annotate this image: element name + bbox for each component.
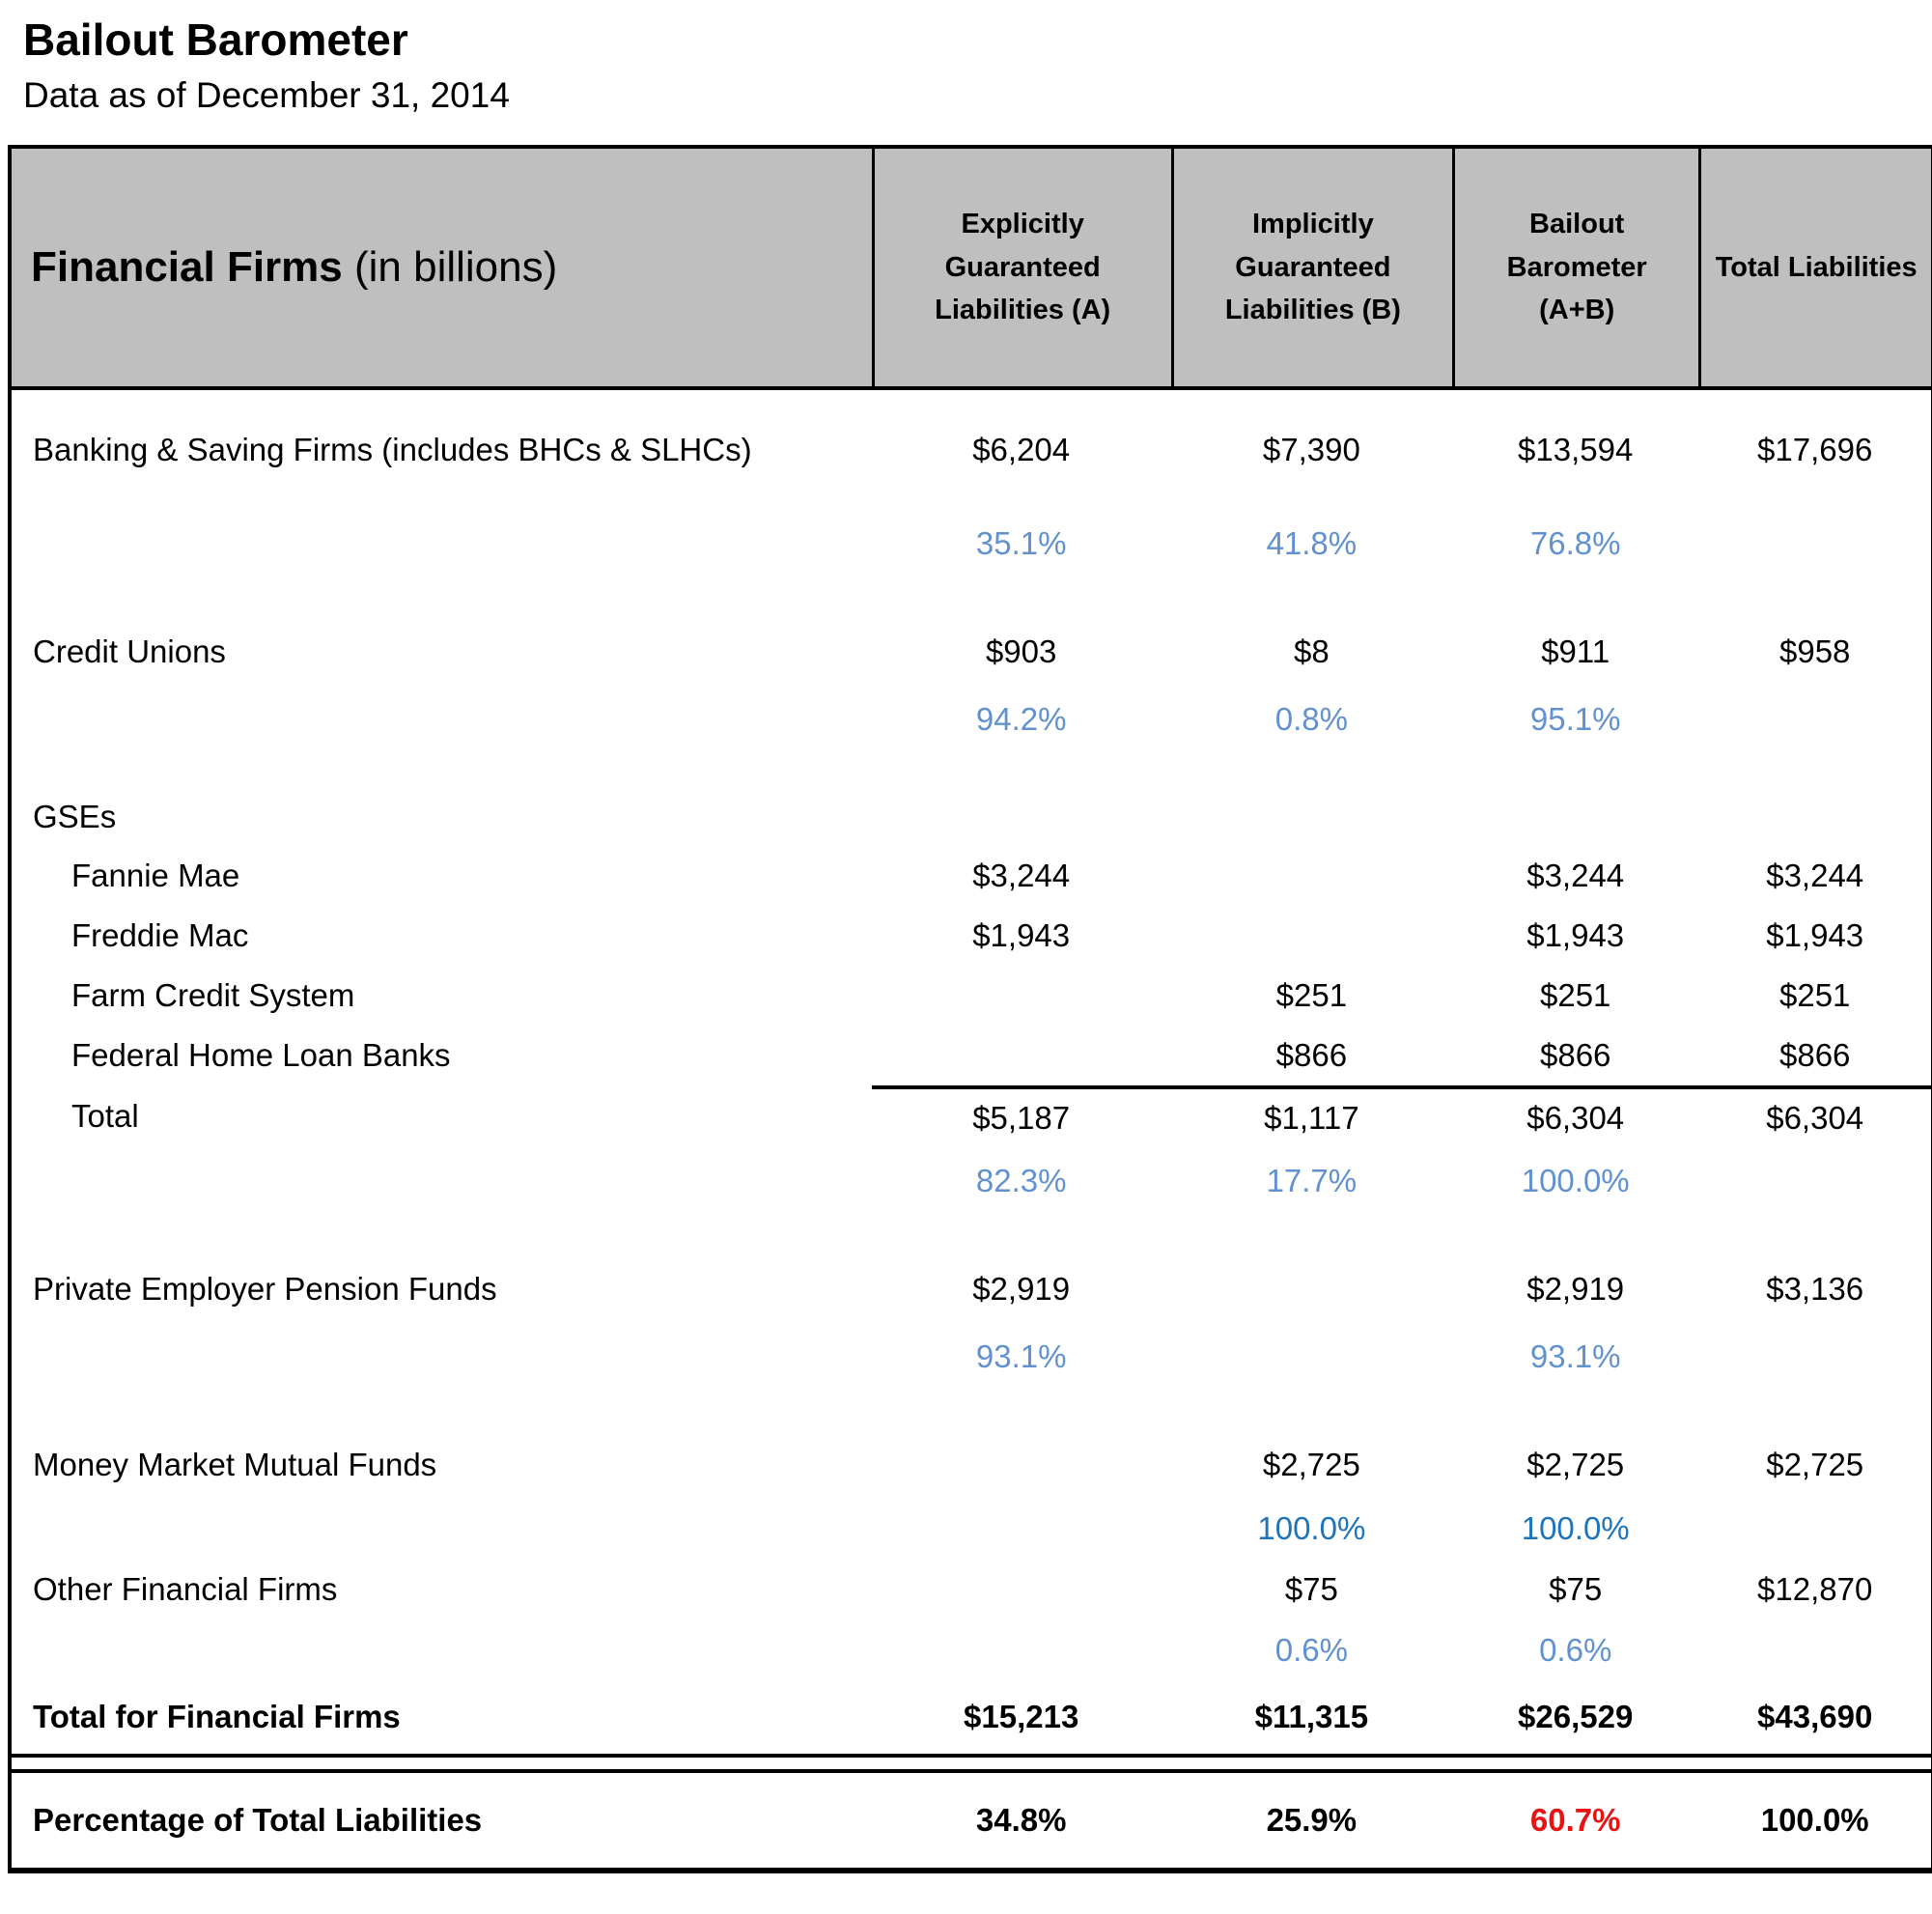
row-label: Percentage of Total Liabilities: [33, 1802, 483, 1838]
cell-total-percent: [1698, 1620, 1931, 1680]
cell-implicit: $75: [1284, 1571, 1338, 1607]
cell-total-percent: [1698, 510, 1931, 577]
row-label: Federal Home Loan Banks: [71, 1037, 451, 1073]
cell-total: $1,943: [1766, 917, 1864, 953]
cell-implicit-percent: 100.0%: [1257, 1510, 1366, 1546]
cell-total: $2,725: [1766, 1447, 1864, 1482]
row-label: Other Financial Firms: [33, 1571, 338, 1607]
cell-total: $6,304: [1698, 1085, 1931, 1147]
table-row-federal-home-loan-banks: [12, 1026, 1931, 1085]
row-label: Farm Credit System: [71, 977, 355, 1013]
row-label: Money Market Mutual Funds: [33, 1447, 437, 1482]
cell-implicit-percent: 41.8%: [1266, 525, 1358, 561]
row-spacer: [12, 577, 1931, 618]
cell-barometer-percent: 95.1%: [1529, 701, 1621, 737]
cell-explicit-percent: 94.2%: [975, 701, 1067, 737]
cell-barometer: $75: [1549, 1571, 1603, 1607]
header-financial-firms-label: Financial Firms: [31, 242, 343, 291]
cell-explicit: $903: [985, 633, 1057, 669]
row-spacer: [12, 753, 1931, 788]
table-row-pension-funds-percent: [12, 1323, 1931, 1391]
cell-explicit: [872, 966, 1171, 1026]
cell-total-percent: [1698, 1147, 1931, 1215]
cell-barometer: [1452, 788, 1698, 846]
table-row-other-financial-firms: [12, 1559, 1931, 1620]
cell-implicit: 25.9%: [1266, 1802, 1358, 1838]
row-label-text: Banking & Saving Firms (includes BHCs & SLHCs): [33, 431, 752, 467]
cell-implicit: $1,117: [1171, 1085, 1452, 1147]
table-row-percentage-total-liabilities: [12, 1773, 1931, 1868]
row-label: Freddie Mac: [71, 917, 249, 953]
cell-implicit: $251: [1275, 977, 1348, 1013]
page-subtitle: Data as of December 31, 2014: [23, 75, 510, 115]
cell-total: $43,690: [1757, 1699, 1873, 1734]
double-rule-divider: [12, 1754, 1931, 1773]
table-row-farm-credit-system: [12, 966, 1931, 1026]
table-row-gse-total: [12, 1085, 1931, 1147]
page-title: Bailout Barometer: [23, 14, 408, 65]
cell-implicit: $866: [1275, 1037, 1348, 1073]
table-row-money-market-funds: [12, 1431, 1931, 1499]
cell-barometer: $26,529: [1518, 1699, 1634, 1734]
header-cell-barometer: Bailout Barometer (A+B): [1452, 149, 1698, 386]
row-spacer: [12, 1215, 1931, 1255]
cell-explicit: [872, 1026, 1171, 1085]
table-row-banking-percent: [12, 510, 1931, 577]
row-label: [12, 1323, 872, 1391]
table-row-total-financial-firms: [12, 1680, 1931, 1754]
cell-barometer: $2,919: [1526, 1271, 1625, 1307]
row-label: GSEs: [33, 799, 117, 834]
header-cell-financial-firms: [12, 149, 872, 386]
cell-explicit: $6,204: [972, 432, 1071, 467]
row-label: Total for Financial Firms: [33, 1699, 401, 1734]
table-row-gse-total-percent: [12, 1147, 1931, 1215]
cell-implicit: $8: [1293, 633, 1330, 669]
cell-total-percent: [1698, 1499, 1931, 1559]
cell-total: $958: [1778, 633, 1851, 669]
cell-implicit: $2,725: [1262, 1447, 1360, 1482]
row-label: [12, 686, 872, 753]
cell-implicit: $7,390: [1262, 432, 1360, 467]
cell-explicit: $2,919: [972, 1271, 1071, 1307]
row-label: Private Employer Pension Funds: [33, 1271, 497, 1307]
cell-total: $3,244: [1766, 858, 1864, 893]
cell-barometer: $911: [1541, 633, 1610, 669]
table-row-gses-group: [12, 788, 1931, 846]
table-header-row: [12, 149, 1931, 390]
cell-explicit-percent: [872, 1499, 1171, 1559]
cell-total-percent: [1698, 1323, 1931, 1391]
row-label: [12, 1147, 872, 1215]
cell-implicit-percent: 17.7%: [1266, 1163, 1358, 1198]
header-cell-implicit: Implicitly Guaranteed Liabilities (B): [1171, 149, 1452, 386]
cell-explicit: $1,943: [972, 917, 1071, 953]
row-label: Credit Unions: [33, 633, 226, 669]
cell-implicit-percent: 0.6%: [1274, 1632, 1348, 1668]
table-row-fannie-mae: [12, 846, 1931, 906]
table-row-credit-unions: [12, 618, 1931, 686]
cell-total: $3,136: [1766, 1271, 1864, 1307]
table-row-pension-funds: [12, 1255, 1931, 1323]
page-header: [0, 0, 1932, 116]
cell-implicit: [1171, 906, 1452, 966]
bailout-barometer-table: [8, 145, 1932, 1873]
cell-explicit: [872, 788, 1171, 846]
cell-explicit-percent: 82.3%: [975, 1163, 1067, 1198]
cell-barometer: $2,725: [1526, 1447, 1625, 1482]
cell-barometer-percent: 100.0%: [1521, 1163, 1630, 1198]
cell-total: $17,696: [1757, 432, 1873, 467]
header-cell-explicit: Explicitly Guaranteed Liabilities (A): [872, 149, 1171, 386]
cell-explicit-percent: 93.1%: [975, 1338, 1067, 1374]
row-label: Fannie Mae: [71, 858, 240, 893]
row-label: Total: [71, 1098, 139, 1134]
table-row-money-market-funds-percent: [12, 1499, 1931, 1559]
table-row-credit-unions-percent: [12, 686, 1931, 753]
header-cell-total-liabilities: Total Liabilities: [1698, 149, 1931, 386]
cell-barometer-percent: 100.0%: [1521, 1510, 1630, 1546]
cell-barometer-percent: 93.1%: [1529, 1338, 1621, 1374]
cell-barometer: $6,304: [1452, 1085, 1698, 1147]
cell-implicit: $11,315: [1254, 1699, 1369, 1734]
table-row-freddie-mac: [12, 906, 1931, 966]
cell-explicit-percent: 35.1%: [975, 525, 1067, 561]
cell-implicit-percent: [1171, 1323, 1452, 1391]
cell-explicit: $3,244: [972, 858, 1071, 893]
table-row-banking: [12, 390, 1931, 510]
cell-barometer: $3,244: [1526, 858, 1625, 893]
header-in-billions-label: (in billions): [342, 242, 558, 291]
cell-implicit-percent: 0.8%: [1274, 701, 1348, 737]
cell-explicit: [872, 1431, 1171, 1499]
cell-implicit: [1171, 1255, 1452, 1323]
cell-barometer-percent: 0.6%: [1539, 1632, 1612, 1668]
cell-implicit: [1171, 846, 1452, 906]
cell-explicit-percent: [872, 1620, 1171, 1680]
cell-total: $12,870: [1757, 1571, 1873, 1607]
cell-barometer: $866: [1539, 1037, 1611, 1073]
cell-barometer: $13,594: [1518, 432, 1634, 467]
cell-total-percent: [1698, 686, 1931, 753]
cell-barometer-percent: 76.8%: [1529, 525, 1621, 561]
cell-barometer-highlight: 60.7%: [1529, 1802, 1621, 1838]
row-label: [12, 1620, 872, 1680]
row-label: [12, 1499, 872, 1559]
cell-total: $251: [1778, 977, 1851, 1013]
table-row-other-financial-firms-percent: [12, 1620, 1931, 1680]
cell-implicit: [1171, 788, 1452, 846]
cell-explicit: 34.8%: [975, 1802, 1067, 1838]
cell-total: 100.0%: [1760, 1802, 1869, 1838]
cell-explicit: $15,213: [964, 1699, 1079, 1734]
cell-total: [1698, 788, 1931, 846]
cell-explicit: $5,187: [872, 1085, 1171, 1147]
cell-explicit: [872, 1559, 1171, 1620]
row-spacer: [12, 1391, 1931, 1431]
cell-total: $866: [1778, 1037, 1851, 1073]
row-label: [12, 510, 872, 577]
row-label: [12, 390, 872, 510]
cell-barometer: $251: [1539, 977, 1611, 1013]
cell-barometer: $1,943: [1526, 917, 1625, 953]
